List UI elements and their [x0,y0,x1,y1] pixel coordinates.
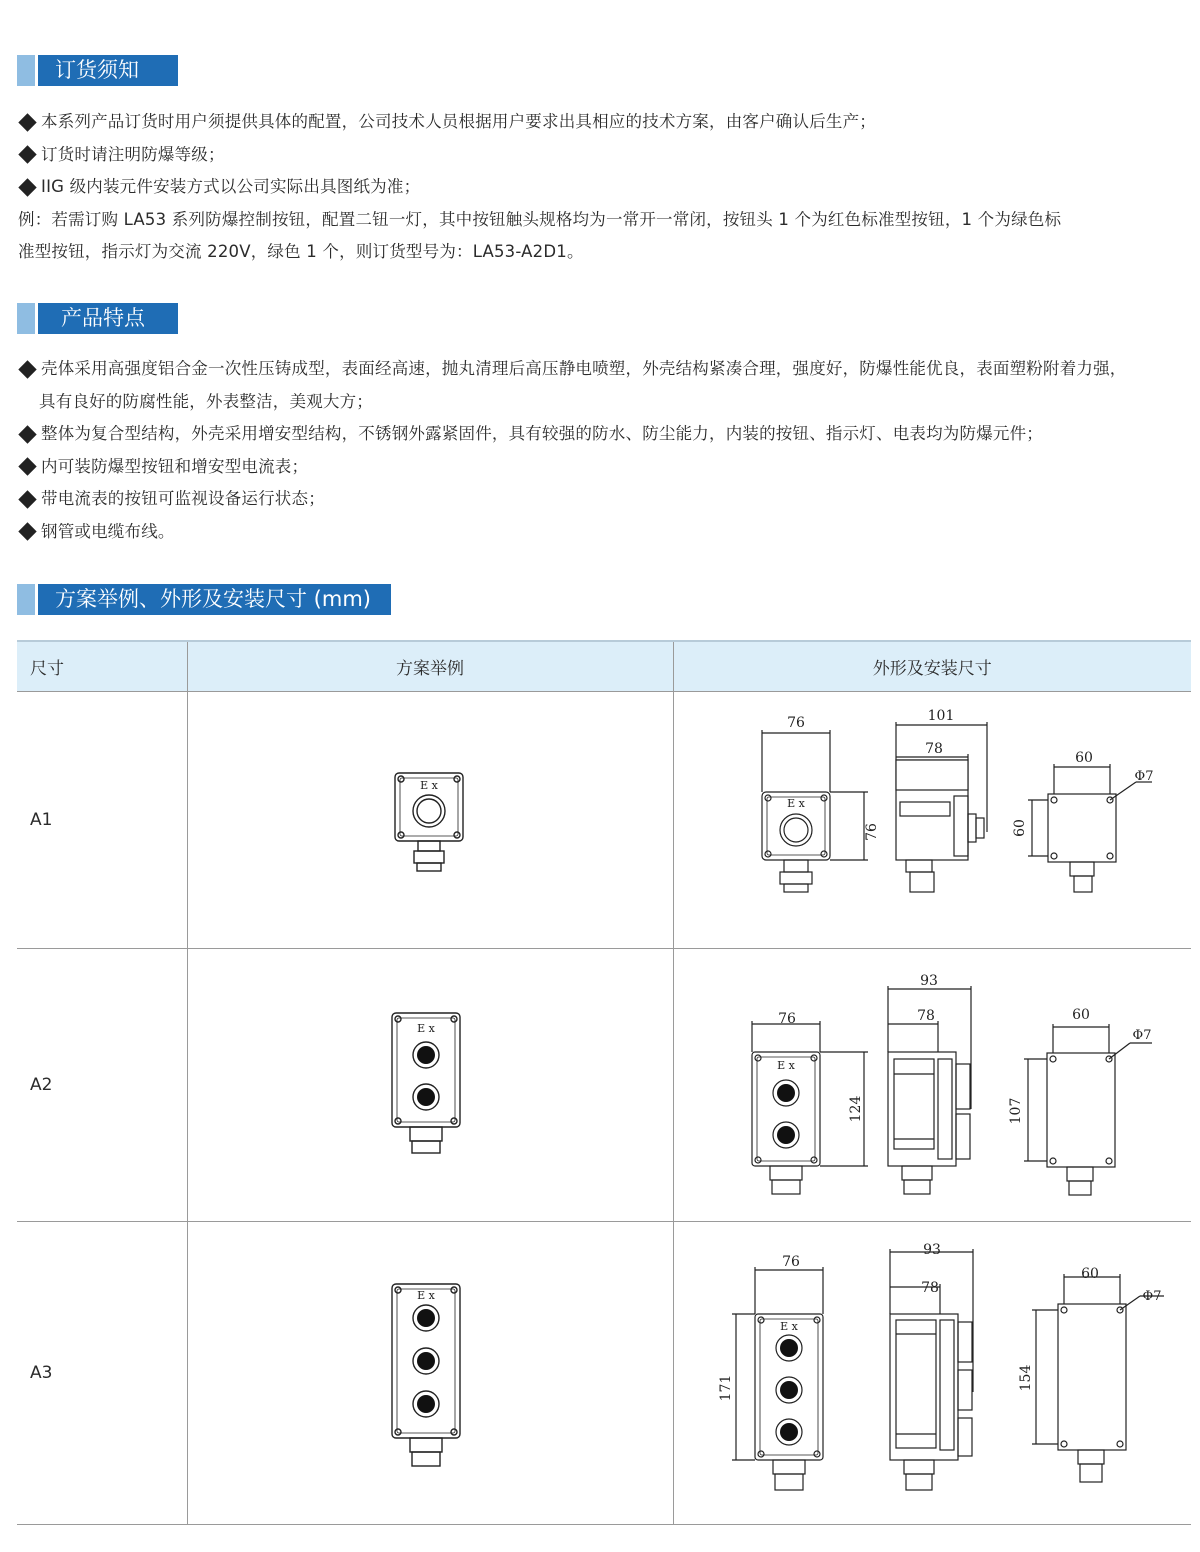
list-item: 本系列产品订货时用户须提供具体的配置，公司技术人员根据用户要求出具相应的技术方案，由客户确认后生产； [18,106,1190,139]
dim-side-depth: 93 [919,973,938,989]
table-header-row [17,641,1191,692]
list-item: 钢管或电缆布线。 [18,516,1190,549]
example-text: 准型按钮，指示灯为交流 220V，绿色 1 个，则订货型号为：LA53-A2D1。 [18,242,584,261]
title-accent [17,584,35,615]
dim-side-body: 78 [916,1008,935,1024]
diamond-bullet-icon [18,178,36,196]
dim-side-depth: 93 [922,1242,941,1258]
dim-mount-height: 107 [1007,1097,1024,1125]
outline-cell [673,949,1191,1222]
example-drawing-a3 [188,1222,674,1524]
diamond-bullet-icon [18,113,36,131]
outline-drawing-a3 [674,1222,1192,1524]
outline-cell [673,692,1191,949]
list-item: 订货时请注明防爆等级； [18,139,1190,172]
dim-front-height: 171 [717,1374,734,1402]
ordering-notes [18,106,1190,269]
diamond-bullet-icon [18,145,36,163]
section-title-text: 订货须知 [55,58,139,82]
row-label: A1 [17,692,187,949]
dim-front-height: 124 [847,1095,864,1123]
section-title-ordering [17,55,178,86]
outline-drawing-a2 [674,949,1192,1221]
dim-front-width: 76 [786,715,805,731]
row-label: A2 [17,949,187,1222]
dim-side-body: 78 [920,1280,939,1296]
title-accent [17,55,35,86]
section-title-features [17,303,178,334]
list-item: 带电流表的按钮可监视设备运行状态； [18,483,1190,516]
ex-mark: E x [416,1289,435,1302]
dimension-table [17,640,1191,1525]
diamond-bullet-icon [18,522,36,540]
ex-mark: E x [416,1022,435,1035]
example-cell [187,692,673,949]
section-title-dimensions [17,584,391,615]
dim-mount-height: 60 [1011,819,1028,837]
header-example: 方案举例 [187,641,673,692]
dim-side-depth: 101 [927,708,954,724]
list-item: 壳体采用高强度铝合金一次性压铸成型，表面经高速，抛丸清理后高压静电喷塑，外壳结构紧凑合理，强度好，防爆性能优良，表面塑粉附着力强， [18,353,1190,386]
example-cell [187,949,673,1222]
dim-hole: Φ7 [1134,769,1153,784]
dim-mount-width: 60 [1071,1007,1090,1023]
ex-mark: E x [419,779,438,792]
dim-front-height: 76 [863,823,880,841]
header-outline: 外形及安装尺寸 [673,641,1191,692]
dim-side-body: 78 [924,741,943,757]
table-row [17,949,1191,1222]
section-title-text: 产品特点 [61,306,145,330]
example-drawing-a2 [188,949,674,1221]
list-item: 内可装防爆型按钮和增安型电流表； [18,451,1190,484]
example-text: 例：若需订购 LA53 系列防爆控制按钮，配置二钮一灯，其中按钮触头规格均为一常开一常闭，按钮头 1 个为红色标准型按钮，1 个为绿色标 [18,209,1062,229]
list-item: 整体为复合型结构，外壳采用增安型结构，不锈钢外露紧固件，具有较强的防水、防尘能力，内装的按钮、指示灯、电表均为防爆元件； [18,418,1190,451]
outline-cell [673,1222,1191,1525]
dim-front-width: 76 [781,1254,800,1270]
ex-mark: E x [786,797,805,810]
dim-mount-width: 60 [1080,1266,1099,1282]
feature-list [18,353,1190,548]
header-size: 尺寸 [17,641,187,692]
dim-hole: Φ7 [1132,1028,1151,1043]
diamond-bullet-icon [18,360,36,378]
ex-mark: E x [779,1320,798,1333]
ex-mark: E x [776,1059,795,1072]
example-cell [187,1222,673,1525]
dim-front-width: 76 [777,1011,796,1027]
row-label: A3 [17,1222,187,1525]
diamond-bullet-icon [18,425,36,443]
title-accent [17,303,35,334]
list-item-continued: 具有良好的防腐性能，外表整洁，美观大方； [39,391,373,411]
table-row [17,1222,1191,1525]
diamond-bullet-icon [18,490,36,508]
list-item: IIG 级内装元件安装方式以公司实际出具图纸为准； [18,171,1190,204]
dim-mount-width: 60 [1074,750,1093,766]
diamond-bullet-icon [18,457,36,475]
dim-hole: Φ7 [1142,1289,1161,1304]
outline-drawing-a1 [674,692,1192,948]
dim-mount-height: 154 [1017,1364,1034,1392]
section-title-text: 方案举例、外形及安装尺寸 (mm) [55,587,371,611]
example-drawing-a1 [188,692,674,948]
table-row [17,692,1191,949]
